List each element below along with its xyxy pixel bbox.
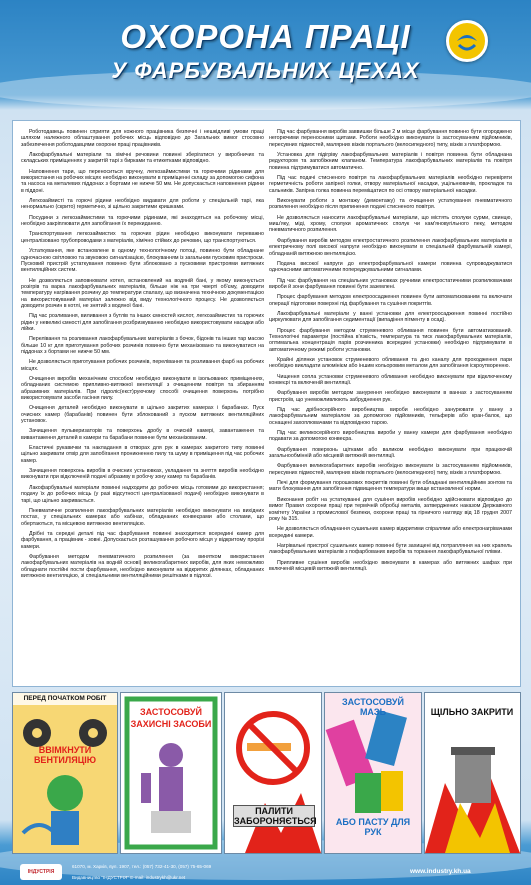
footer-publisher: Видавництво "ІНДУСТРІЯ" E-mail: industrykh@ukr.net: [72, 875, 186, 880]
paragraph: Виконувати роботи з монтажу (демонтажу) та очищення устаткування пневматичного розпилення необхідно після припинення подачі стисненого повітря.: [269, 198, 512, 211]
paragraph: Устаткування, яке встановлене в одному технологічному потоці, повинно бути обладнане одночасною світловою та звуковою сигналізацією, блокуванням із загальним пусковим пристроєм. Пусковий пристрій устаткування повинно бути зблоковано з пусковими пристроями витяжних вентиляційних систем.: [21, 248, 264, 274]
paragraph: Зачищення пульверизаторів та поверхонь дробу в очисній камері, завантаження та вивантаження деталей в камери та барабани повинне бути механізованим.: [21, 428, 264, 441]
footer-address: 61070, м. Харків, вул. 1907, тел.: (057) 732-41-30, (057) 75-65-069: [72, 864, 212, 869]
poster-no-smoking: [224, 692, 322, 854]
poster-close-tightly: [424, 692, 521, 854]
paragraph: Не дозволяється заповнювати котел, встановлений на водяній бані, у якому виконується розігрів та варка лакофарбувальних матеріалів, більше ніж на три чверті об'єму, доводити температуру нагрівання розчину до температури спалаху, що визначена технічною документацією на використовуваний матеріал залежно від виду технологічного процесу. Не дозволяється доводити розчин в котлі, не знятий з водяної бані.: [21, 277, 264, 309]
title-line1: ОХОРОНА ПРАЦІ: [120, 18, 411, 55]
poster-sign-top: ЗАСТОСОВУЙ МАЗЬ: [342, 697, 404, 717]
paragraph: Під час подачі стисненого повітря та лакофарбувальних матеріалів необхідно перевіряти герметичність роботи запірної голки, отвору матеріальної насадки, ущільнювачів, прокладок та сальників. Запірна голка повинна переміщатися по осі отвору матеріальної насадки.: [269, 175, 512, 194]
poster-protective-equipment: [120, 692, 222, 854]
paragraph: Під час великосерійного виробництва вироби у ванну камери для фарбування необхідно подавати за допомогою конвеєра.: [269, 430, 512, 443]
paragraph: Не дозволяється обладнання сушильних камер відкритими спіралями або електронагрівачами всередині камери.: [269, 526, 512, 539]
paragraph: Під час фарбування на спеціальних установках ручними електростатичними розпилювачами вироби й зони фарбування повинні бути заземлені.: [269, 277, 512, 290]
poster-sign-text: ВВІМКНУТИ ВЕНТИЛЯЦІЮ: [33, 745, 97, 765]
paragraph: Установка для підігріву лакофарбувальних матеріалів і повітря повинна бути обладнана редуктором та запобіжним клапаном. Температура лакофарбувальних матеріалів та повітря повинна підтримуватися автоматично.: [269, 152, 512, 171]
no-smoking-icon: [225, 693, 321, 853]
ventilation-illustration-icon: [13, 693, 117, 853]
paragraph: Подача високої напруги до електрофарбувальної камери повинна супроводжуватися одночасними автоматичними попереджувальними сигналами.: [269, 260, 512, 274]
text-panel: [12, 120, 521, 687]
paragraph: Припливне сушіння виробів необхідно виконувати в камерах або витяжних шафах при включеній місцевій витяжній вентиляції.: [269, 559, 512, 572]
closed-container-icon: [425, 693, 520, 853]
header: [0, 0, 531, 100]
paragraph: Чищення сопла установки струменевого обливання необхідно виконувати при відключеному конвеєрі та включеній вентиляції.: [269, 373, 512, 386]
paragraph: Не дозволяється приготування робочих розчинів, перелівання та розливання фарб на робочих місцях.: [21, 359, 264, 372]
poster-sign-top2: ЗАХИСНІ ЗАСОБИ: [130, 719, 212, 729]
paragraph: Перелівання та розливання лакофарбувальних матеріалів з бочок, бідонів та інших тар масою більше 10 кг для приготування робочих розчинів повинно бути механізовано та виконуватися на піддонах з бортами не нижче 50 мм.: [21, 336, 264, 355]
poster-sign-top: ЗАСТОСОВУЙ: [140, 707, 202, 717]
paragraph: Виконання робіт на устаткуванні для сушіння виробів необхідно здійснювати відповідно до вимог Правил охорони праці при термічній обробці металів, затверджених наказом Державного комітету України з промислової безпеки, охорони праці та гірничого нагляду від 18 грудня 2007 року № 315.: [269, 496, 512, 522]
text-column-left: [21, 129, 264, 583]
poster-title: ПЕРЕД ПОЧАТКОМ РОБІТ: [23, 695, 107, 702]
paragraph: Пневматичне розпилення лакофарбувальних матеріалів необхідно виконувати на вихідних постах, у спеціальних камерах або кабінах, обладнаних конвеєрами або столами, що обертаються, та місцевою витяжною вентиляцією.: [21, 507, 264, 527]
paragraph: Під час дрібносерійного виробництва вироби необхідно занурювати у ванну з лакофарбувальним матеріалом за допомогою підйомників, тельферів або кран-балок, що оснащені захоплювачами та відповідною тарою.: [269, 407, 512, 426]
text-column-right: [269, 129, 512, 576]
paragraph: Процес фарбування методом електроосадження повинен бути автоматизованим та включати операції підготовки поверхні під фарбування та сушіння покриттів.: [269, 294, 512, 307]
paragraph: Транспортування легкозаймистих та горючих рідин необхідно виконувати переважно централізовано трубопроводами з матеріалів, хімічно стійких до речовин, що транспортуються.: [21, 231, 264, 244]
poster-hand-cream: [324, 692, 422, 854]
paragraph: Роботодавець повинен сприяти для кожного працівника безпечні і нешкідливі умови праці шляхом належного облаштування робочих місць відповідно до Загальних вимог стосовно забезпечення роботодавцями охорони праці працівників.: [21, 129, 264, 148]
paragraph: Під час фарбування виробів заввишки більше 2 м місце фарбування повинно бути огороджено негорючими переносними щитами. Роботи необхідно виконувати із застосуванням підйомників, пересувних підмостей, малярних візків порталього (велосипедного) типу, візків з платформою.: [269, 129, 512, 148]
paragraph: Фарбування виробів методом електростатичного розпилення лакофарбувальних матеріалів в електричному полі високої напруги необхідно виконувати в спеціальній фарбувальній камері, обладнаній витяжною вентиляцією.: [269, 237, 512, 257]
paragraph: Посудини з легкозаймистими та горючими рідинами, які знаходяться на робочому місці, необхідно закріплювати для запобігання їх перекиданню.: [21, 214, 264, 228]
paragraph: Легкозаймисті та горючі рідини необхідно видавати для роботи у спеціальній тарі, яка ненормально (скрито) герметично, зі щільно закритими кришками.: [21, 198, 264, 211]
paragraph: Фарбування виробів методом занурення необхідно виконувати в ваннах з застосуванням пристроїв, що унеможливлюють забруднення рук.: [269, 390, 512, 403]
paragraph: Не дозволяється наносити лакофарбувальні матеріали, що містять сполуки сурми, свинцю, миш'яку, міді, хрому, сполуки ароматичних сполук чи кам'яновугільного пеку, методом пневматичного розпилення.: [269, 214, 512, 234]
paragraph: Лакофарбувальні матеріали у ванні установки для електроосадження повинні постійно циркулювати для запобігання седиментації (випадіння пігменту в осад).: [269, 310, 512, 324]
paragraph: Процес фарбування методом струменевого обливання повинен бути автоматизований. Технологічні параметри (постійна в'язкість, температура та тиск лакофарбувальних матеріалів, оптимальна концентрація парів розчинника всередині установки) необхідно підтримувати в автоматичному режимі роботи установки.: [269, 327, 512, 353]
paragraph: Крайні ділянки установок струменевого обливання та дно каналу для проходження пари необхідно викладати алюмінієм або іншим кольоровим металом для запобігання іскроутворенню.: [269, 356, 512, 370]
poster-sign-bottom: АБО ПАСТУ ДЛЯ РУК: [335, 817, 411, 837]
paragraph: Очищення виробів механічним способом необхідно виконувати в ізольованих приміщеннях, обладнаних системою припливно-витяжної вентиляції з очищенням повітря та збиранням абразивних матеріалів. При гідроліс(екст)руючому способі очищення поверхонь потрібно використовувати засоби гасіння пилу.: [21, 376, 264, 402]
poster-sign-text: ПАЛИТИ ЗАБОРОНЯЄТЬСЯ: [234, 806, 317, 826]
publisher-logo-icon: [446, 20, 488, 62]
paragraph: Зачищення поверхонь виробів в очисних установках, укладання та зняття виробів необхідно виконувати при відключеній подачі абразиву в робочу зону камер та барабанів.: [21, 468, 264, 481]
paragraph: Фарбування методом пневматичного розпилення (за винятком використання лакофарбувальних матеріалів на водній основі) великогабаритних виробів, для яких неможливо обладнати постійні пости фарбування, необхідно виконувати на відкритих ділянках, обладнаних витяжною вентиляцією, зі спеціальними вентиляційними решітками в підлозі.: [21, 553, 264, 579]
paragraph: Наповнення тари, що переноситься вручну, легкозаймистими та горючими рідинами для використання на робочих місцях необхідно виконувати в приміщенні складу за допомогою сифона та насоса на металевих піддонах з бортами не нижче 50 мм. Не допускається наповнення рідини в піддоні.: [21, 168, 264, 194]
paragraph: Дрібні та середні деталі під час фарбування повинні знаходитися всередині камер для фарбування, а працівник - зовні. Допускається розташування робочого місця у відкритому прорізі камери.: [21, 530, 264, 550]
footer-logo-text: ІНДУСТРІЯ: [27, 869, 55, 875]
poster-sign-top: ЩІЛЬНО ЗАКРИТИ: [430, 707, 514, 717]
paragraph: Лакофарбувальні матеріали повинні надходити до робочих місць готовими до використання; подачу їх до робочих місць (у разі відсутності централізованої подачі) необхідно виконувати в тарі, що щільно закривається.: [21, 484, 264, 504]
footer-website: www.industry.kh.ua: [410, 868, 471, 875]
paragraph: Лакофарбувальні матеріали та хімічні речовини повинні зберігатися у виробничих та складських приміщеннях у закритій тарі з бирками та етикетками відповідно.: [21, 152, 264, 165]
footer-logo: [20, 864, 62, 880]
paragraph: Нагрівальні пристрої сушильних камер повинні бути захищені від потрапляння на них крапель лакофарбувальних матеріалів з пофарбованих виробів та торкання лакофарбувальної плівки.: [269, 542, 512, 556]
paragraph: Очищення деталей необхідно виконувати в щільно закритих камерах і барабанах. Пуск очисних камер (барабанів) повинен бути зблокований з пуском витяжних вентиляційних установок.: [21, 405, 264, 425]
safety-posters: [12, 692, 519, 852]
paragraph: Фарбування поверхонь щітками або валиком необхідно виконувати при працюючій загальнообмінній або місцевій витяжній вентиляції.: [269, 446, 512, 460]
paragraph: Еластичні рукавички та накладання в отворах для рук в камерах закритого типу повинні щільно закривати отвір для запобігання проникненню пилу та шуму в приміщення під час робочих камер.: [21, 445, 264, 464]
paragraph: Фарбування великогабаритних виробів необхідно виконувати із застосуванням підйомників, пересувних підмостей, малярних візків порталього (велосипедного) типу, візків з платформою.: [269, 463, 512, 476]
paragraph: Під час розливання, виливання з бутлів та інших ємностей кислот, легкозаймистих та горючих рідин у невеликі ємності для запобігання розбризкуванню необхідно використовувати насадки або лійки.: [21, 313, 264, 332]
title-line2: У ФАРБУВАЛЬНИХ ЦЕХАХ: [111, 58, 420, 83]
protective-equipment-icon: [121, 693, 221, 853]
poster-ventilation: [12, 692, 118, 854]
paragraph: Печі для формування порошкових покриттів повинні бути обладнані вентиляційним зонтом та мати блокування для запобігання підвищення температури вище встановленої норми.: [269, 480, 512, 493]
